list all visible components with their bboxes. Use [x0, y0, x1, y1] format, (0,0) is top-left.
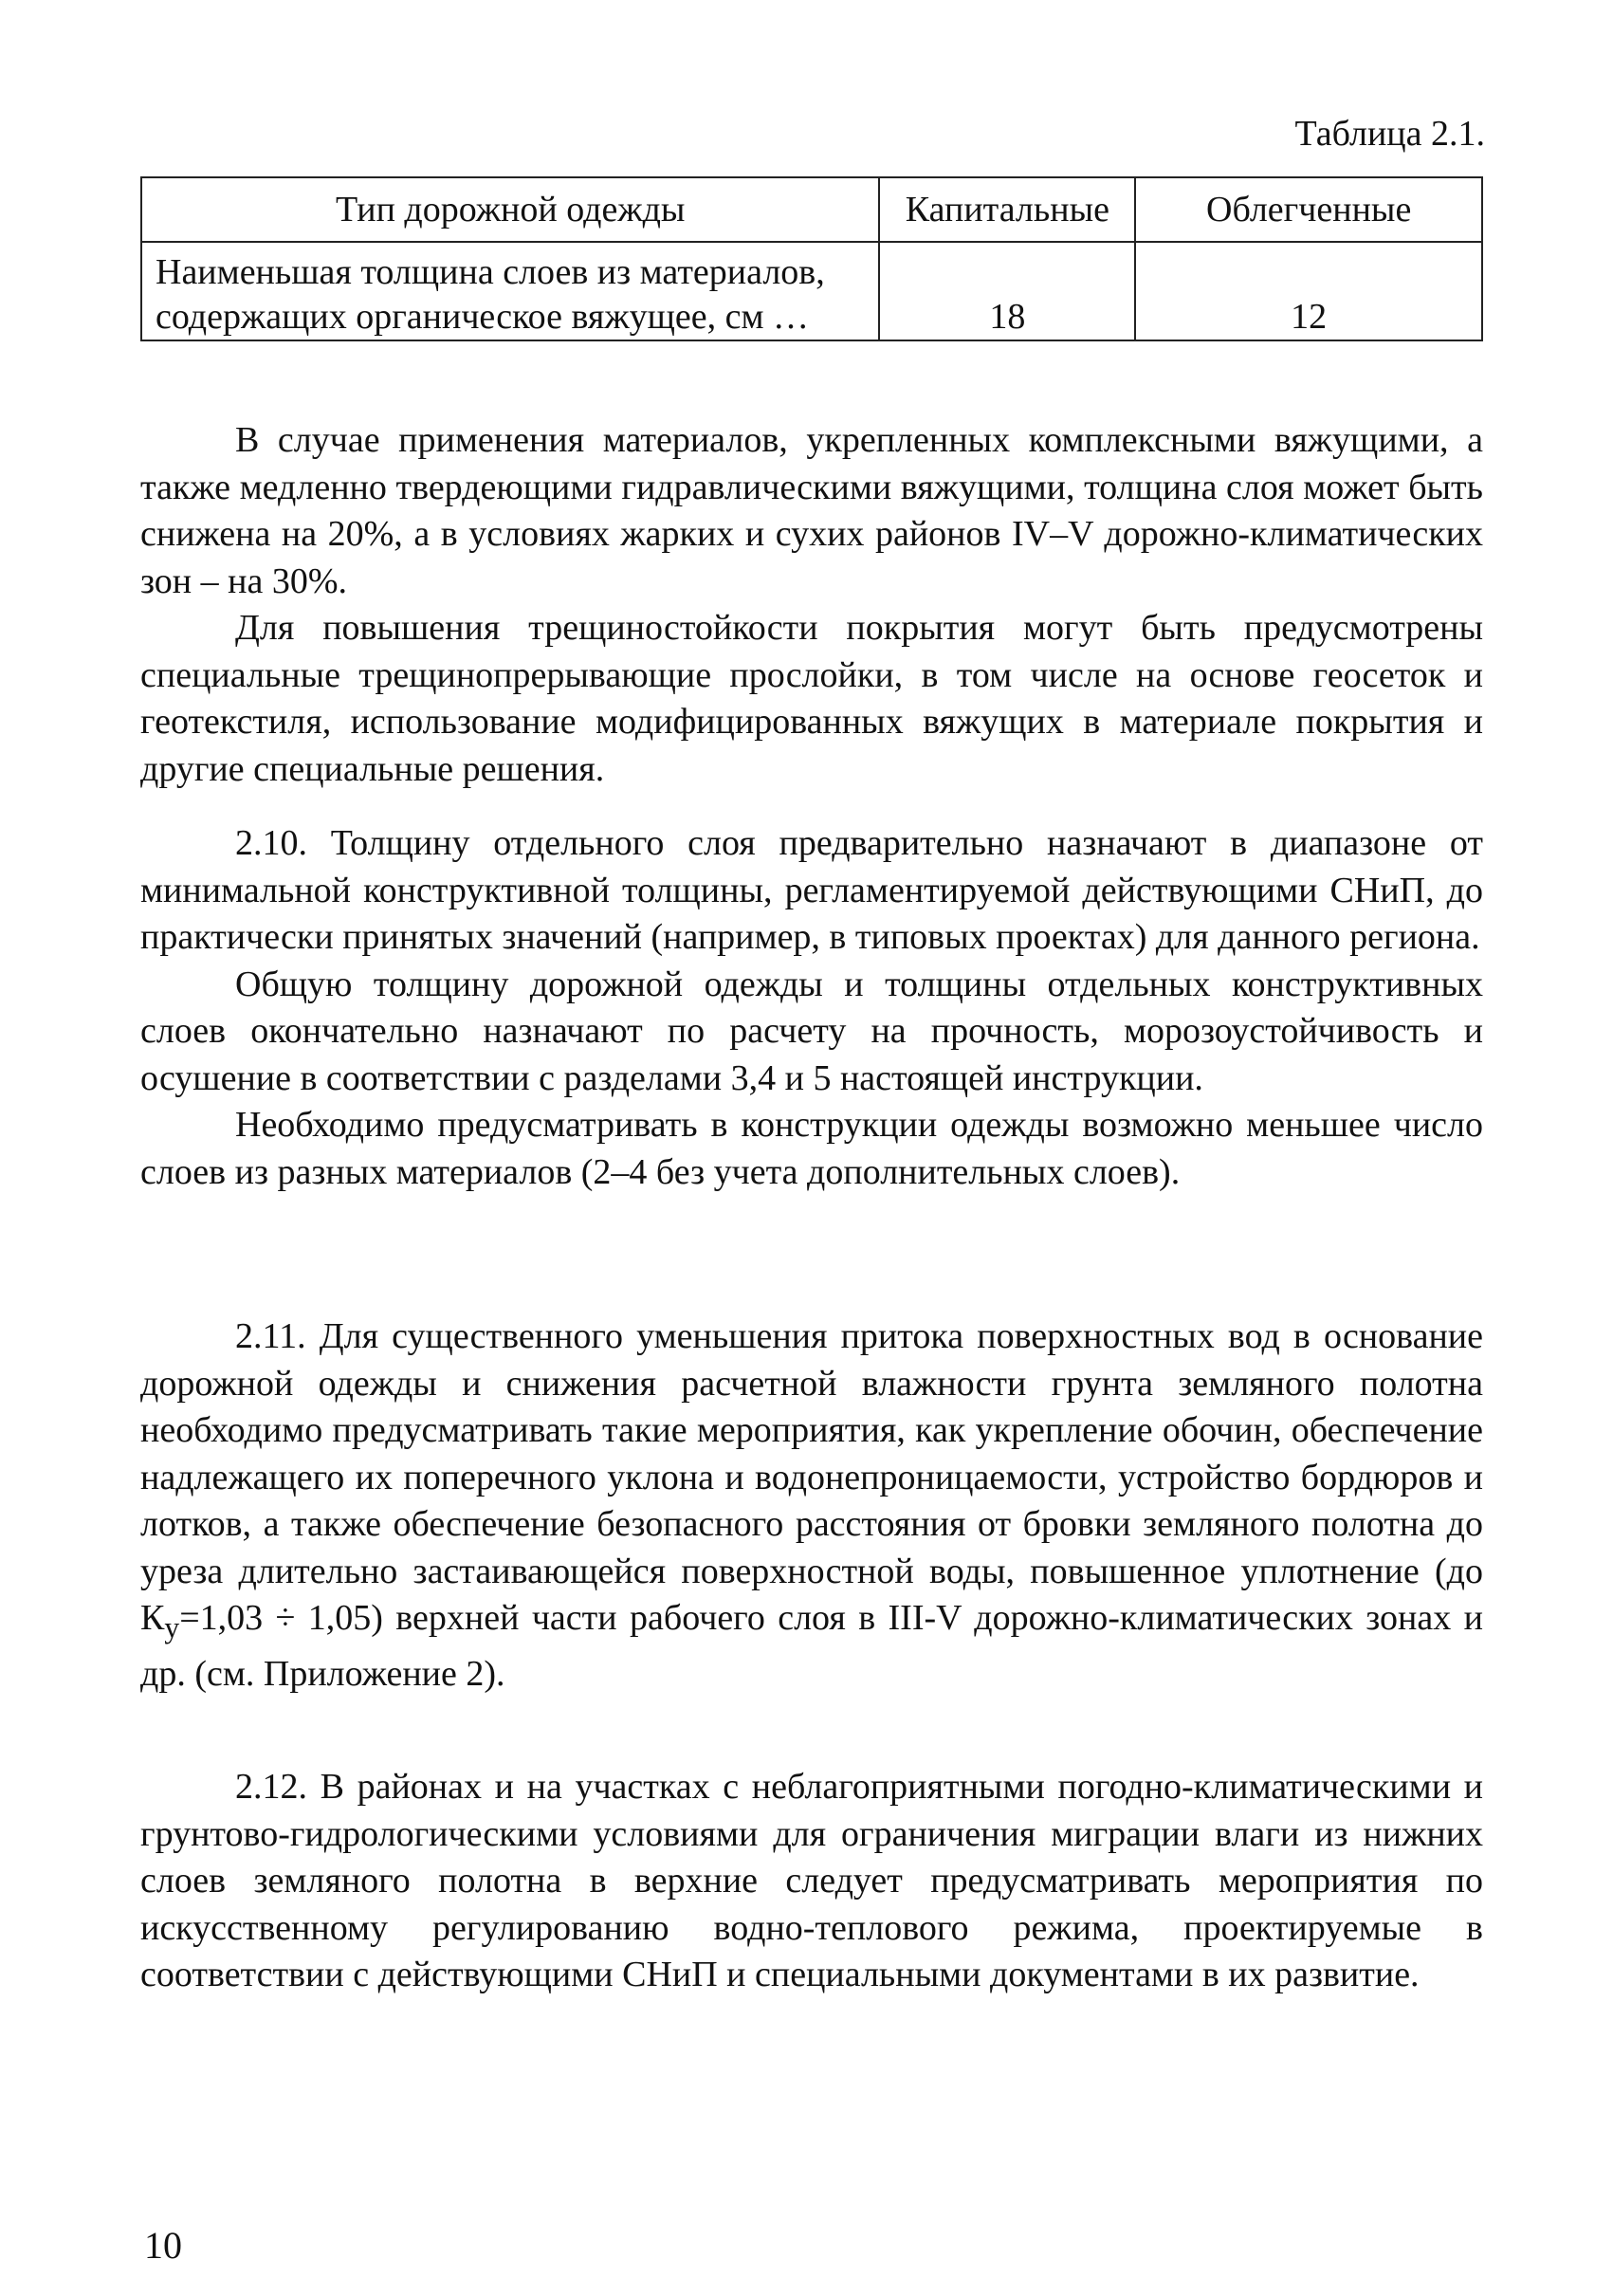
- paragraph-2-11-text-end: =1,03 ÷ 1,05) верхней части рабочего слоя в III-V дорожно-климатических зонах и др. (см. Приложение 2).: [140, 1598, 1483, 1695]
- paragraph: В случае применения материалов, укрепленных комплексными вяжущими, а также медленно твердеющими гидравлическими вяжущими, толщина слоя может быть снижена на 20%, а в условиях жарких и сухих районов IV–V дорожно-климатических зон – на 30%.: [140, 420, 1483, 601]
- header-light: Облегченные: [1135, 177, 1482, 242]
- page-number: 10: [144, 2224, 182, 2267]
- table-caption: Таблица 2.1.: [1294, 114, 1485, 154]
- light-value: 12: [1135, 242, 1482, 340]
- paragraph: Необходимо предусматривать в конструкции одежды возможно меньшее число слоев из разных материалов (2–4 без учета дополнительных слоев).: [140, 1105, 1483, 1192]
- capital-value: 18: [879, 242, 1135, 340]
- subscript-y: у: [164, 1610, 180, 1644]
- body-block-4: [140, 1764, 1483, 1999]
- paragraph: Общую толщину дорожной одежды и толщины отдельных конструктивных слоев окончательно назначают по расчету на прочность, морозоустойчивость и осушение в соответствии с разделами 3,4 и 5 настоящей инструкции.: [140, 964, 1483, 1098]
- body-block-2: [140, 820, 1483, 1196]
- header-pavement-type: Тип дорожной одежды: [141, 177, 879, 242]
- paragraph-2-11: [140, 1313, 1483, 1699]
- table-header-row: [141, 177, 1482, 242]
- paragraph: Для повышения трещиностойкости покрытия могут быть предусмотрены специальные трещинопрерывающие прослойки, в том числе на основе геосеток и геотекстиля, использование модифицированных вяжущих в материале покрытия и другие специальные решения.: [140, 608, 1483, 789]
- paragraph-2-10: 2.10. Толщину отдельного слоя предварительно назначают в диапазоне от минимальной конструктивной толщины, регламентируемой действующими СНиП, до практически принятых значений (например, в типовых проектах) для данного региона.: [140, 823, 1483, 957]
- paragraph-2-12: 2.12. В районах и на участках с неблагоприятными погодно-климатическими и грунтово-гидрологическими условиями для ограничения миграции влаги из нижних слоев земляного полотна в верхние следует предусматривать мероприятия по искусственному регулированию водно-теплового режима, проектируемые в соответствии с действующими СНиП и специальными документами в их развитие.: [140, 1767, 1483, 1994]
- body-block-1: [140, 417, 1483, 793]
- pavement-table: [140, 176, 1483, 341]
- paragraph-2-11-text: 2.11. Для существенного уменьшения притока поверхностных вод в основание дорожной одежды и снижения расчетной влажности грунта земляного полотна необходимо предусматривать такие мероприятия, как укрепление обочин, обеспечение надлежащего их поперечного уклона и водонепроницаемости, устройство бордюров и лотков, а также обеспечение безопасного расстояния от бровки земляного полотна до уреза длительно застаивающейся поверхностной воды, повышенное уплотнение (до К: [140, 1316, 1483, 1638]
- row-label: Наименьшая толщина слоев из материалов, содержащих органическое вяжущее, см …: [141, 242, 879, 340]
- table-row: [141, 242, 1482, 340]
- header-capital: Капитальные: [879, 177, 1135, 242]
- body-block-3: [140, 1313, 1483, 1699]
